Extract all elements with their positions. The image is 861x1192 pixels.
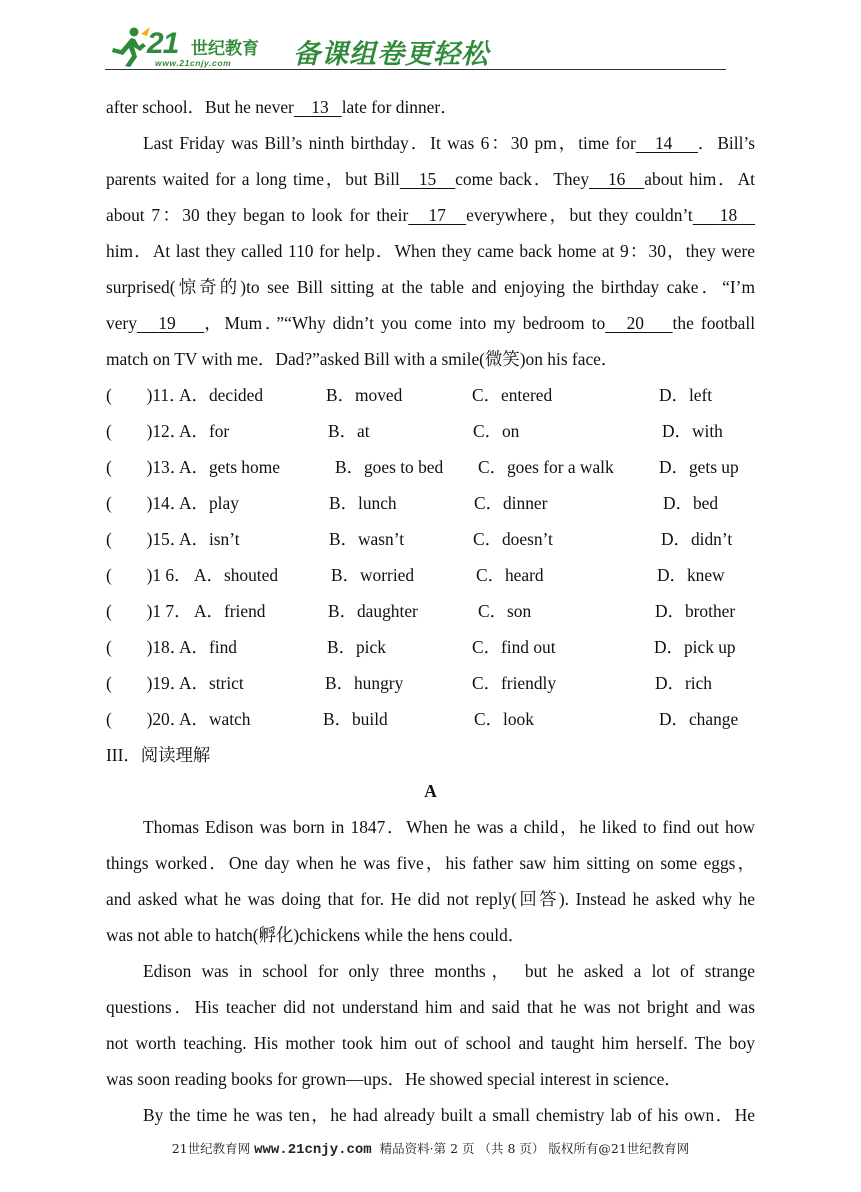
option-c: C．entered — [472, 385, 553, 405]
question-number: ( )15． — [106, 529, 188, 549]
option-b: B．goes to bed — [335, 457, 444, 477]
option-d: D．gets up — [659, 457, 739, 477]
option-a: A．play — [179, 493, 239, 513]
page-header — [105, 22, 726, 72]
option-d: D．didn’t — [661, 529, 733, 549]
option-a: A．gets home — [179, 457, 280, 477]
option-d: D．change — [659, 709, 739, 729]
question-row — [106, 456, 755, 478]
option-d: D．bed — [663, 493, 719, 513]
blank-14: 14 — [654, 133, 673, 153]
option-c: C．doesn’t — [473, 529, 553, 549]
option-a: A．isn’t — [179, 529, 240, 549]
option-d: D．knew — [657, 565, 725, 585]
option-c: C．find out — [472, 637, 556, 657]
reading-line: By the time he was ten，he had already built a small chemistry lab of his own．He — [143, 1105, 755, 1125]
question-number: ( )18． — [106, 637, 188, 657]
question-row — [106, 672, 755, 694]
question-number: ( )12． — [106, 421, 188, 441]
option-a: A．shouted — [194, 565, 279, 585]
option-c: C．on — [473, 421, 520, 441]
question-number: ( )20． — [106, 709, 188, 729]
option-b: B．build — [323, 709, 388, 729]
option-a: A．strict — [179, 673, 244, 693]
passage-line-7: very 19 ，Mum．”“Why didn’t you come into my bedroom to 20 the football — [106, 313, 756, 333]
reading-line: and asked what he was doing that for. He did not reply(回答). Instead he asked why he — [106, 889, 755, 909]
option-c: C．heard — [476, 565, 544, 585]
passage-line-8: match on TV with me．Dad?”asked Bill with a smile(微笑)on his face． — [106, 349, 619, 369]
question-number: ( )19． — [106, 673, 188, 693]
passage-line-5: him．At last they called 110 for help．When they came back home at 9：30，they were — [106, 241, 755, 261]
blank-13: 13 — [311, 97, 329, 117]
option-c: C．dinner — [474, 493, 548, 513]
reading-line: questions．His teacher did not understand him and said that he was not bright and was — [106, 997, 755, 1017]
option-a: A．find — [179, 637, 237, 657]
reading-line: things worked．One day when he was five，his father saw him sitting on some eggs， — [106, 853, 755, 873]
option-b: B．worried — [331, 565, 415, 585]
option-a: A．decided — [179, 385, 264, 405]
option-d: D．brother — [655, 601, 736, 621]
passage-a-heading: A — [424, 781, 437, 801]
blank-19: 19 — [158, 313, 176, 333]
question-row — [106, 420, 755, 442]
option-d: D．left — [659, 385, 713, 405]
option-a: A．watch — [179, 709, 251, 729]
blank-18: 18 — [719, 205, 738, 225]
logo-number: 21 — [147, 27, 179, 60]
option-d: D．pick up — [654, 637, 736, 657]
footer-url: www.21cnjy.com — [254, 1142, 372, 1158]
option-b: B．lunch — [329, 493, 397, 513]
logo-url: www.21cnjy.com — [155, 58, 232, 68]
option-c: C．son — [478, 601, 532, 621]
question-row — [106, 528, 755, 550]
blank-15: 15 — [418, 169, 437, 189]
option-d: D．with — [662, 421, 723, 441]
option-a: A．friend — [194, 601, 266, 621]
option-c: C．goes for a walk — [478, 457, 614, 477]
option-c: C．look — [474, 709, 534, 729]
question-number: ( )11． — [106, 385, 187, 405]
passage-line-1: after school．But he never 13 late for dinner． — [106, 97, 458, 117]
option-d: D．rich — [655, 673, 712, 693]
question-number: ( )1 7． — [106, 601, 192, 621]
question-row — [106, 636, 755, 658]
option-b: B．at — [328, 421, 370, 441]
option-b: B．wasn’t — [329, 529, 405, 549]
question-row — [106, 564, 755, 586]
question-row — [106, 708, 755, 730]
page-footer: 21世纪教育网 www.21cnjy.com 精品资料·第 2 页 （共 8 页） 版权所有@21世纪教育网 — [171, 1141, 690, 1158]
section-title: III．阅读理解 — [106, 745, 211, 765]
header-divider — [105, 69, 726, 70]
header-slogan: 备课组卷更轻松 — [293, 39, 489, 70]
option-b: B．daughter — [328, 601, 418, 621]
blank-20: 20 — [626, 313, 644, 333]
blank-16: 16 — [607, 169, 626, 189]
blank-17: 17 — [428, 205, 446, 225]
question-row — [106, 492, 755, 514]
reading-line: was not able to hatch(孵化)chickens while the hens could． — [106, 925, 526, 945]
question-row — [106, 384, 755, 406]
passage-line-3: parents waited for a long time，but Bill 15 come back．They 16 about him．At — [106, 169, 756, 189]
reading-line: not worth teaching. His mother took him out of school and taught him herself. The boy — [106, 1033, 755, 1053]
logo-chinese-name: 世纪教育 — [191, 39, 259, 59]
passage-line-6: surprised(惊奇的)to see Bill sitting at the table and enjoying the birthday cake．“I’m — [106, 277, 755, 297]
option-a: A．for — [179, 421, 230, 441]
reading-line: Edison was in school for only three months， but he asked a lot of strange — [143, 961, 755, 981]
question-number: ( )14． — [106, 493, 188, 513]
question-number: ( )13． — [106, 457, 188, 477]
question-row — [106, 600, 755, 622]
reading-line: Thomas Edison was born in 1847．When he was a child，he liked to find out how — [143, 817, 755, 837]
option-b: B．hungry — [325, 673, 404, 693]
option-b: B．moved — [326, 385, 403, 405]
reading-line: was soon reading books for grown—ups．He showed special interest in science． — [106, 1069, 682, 1089]
option-c: C．friendly — [472, 673, 557, 693]
option-b: B．pick — [327, 637, 386, 657]
passage-line-2: Last Friday was Bill’s ninth birthday．It was 6：30 pm，time for 14 ．Bill’s — [143, 133, 756, 153]
passage-line-4: about 7：30 they began to look for their 17 everywhere，but they couldn’t 18 — [106, 204, 755, 226]
runner-logo-icon — [107, 24, 151, 68]
question-number: ( )1 6． — [106, 565, 192, 585]
